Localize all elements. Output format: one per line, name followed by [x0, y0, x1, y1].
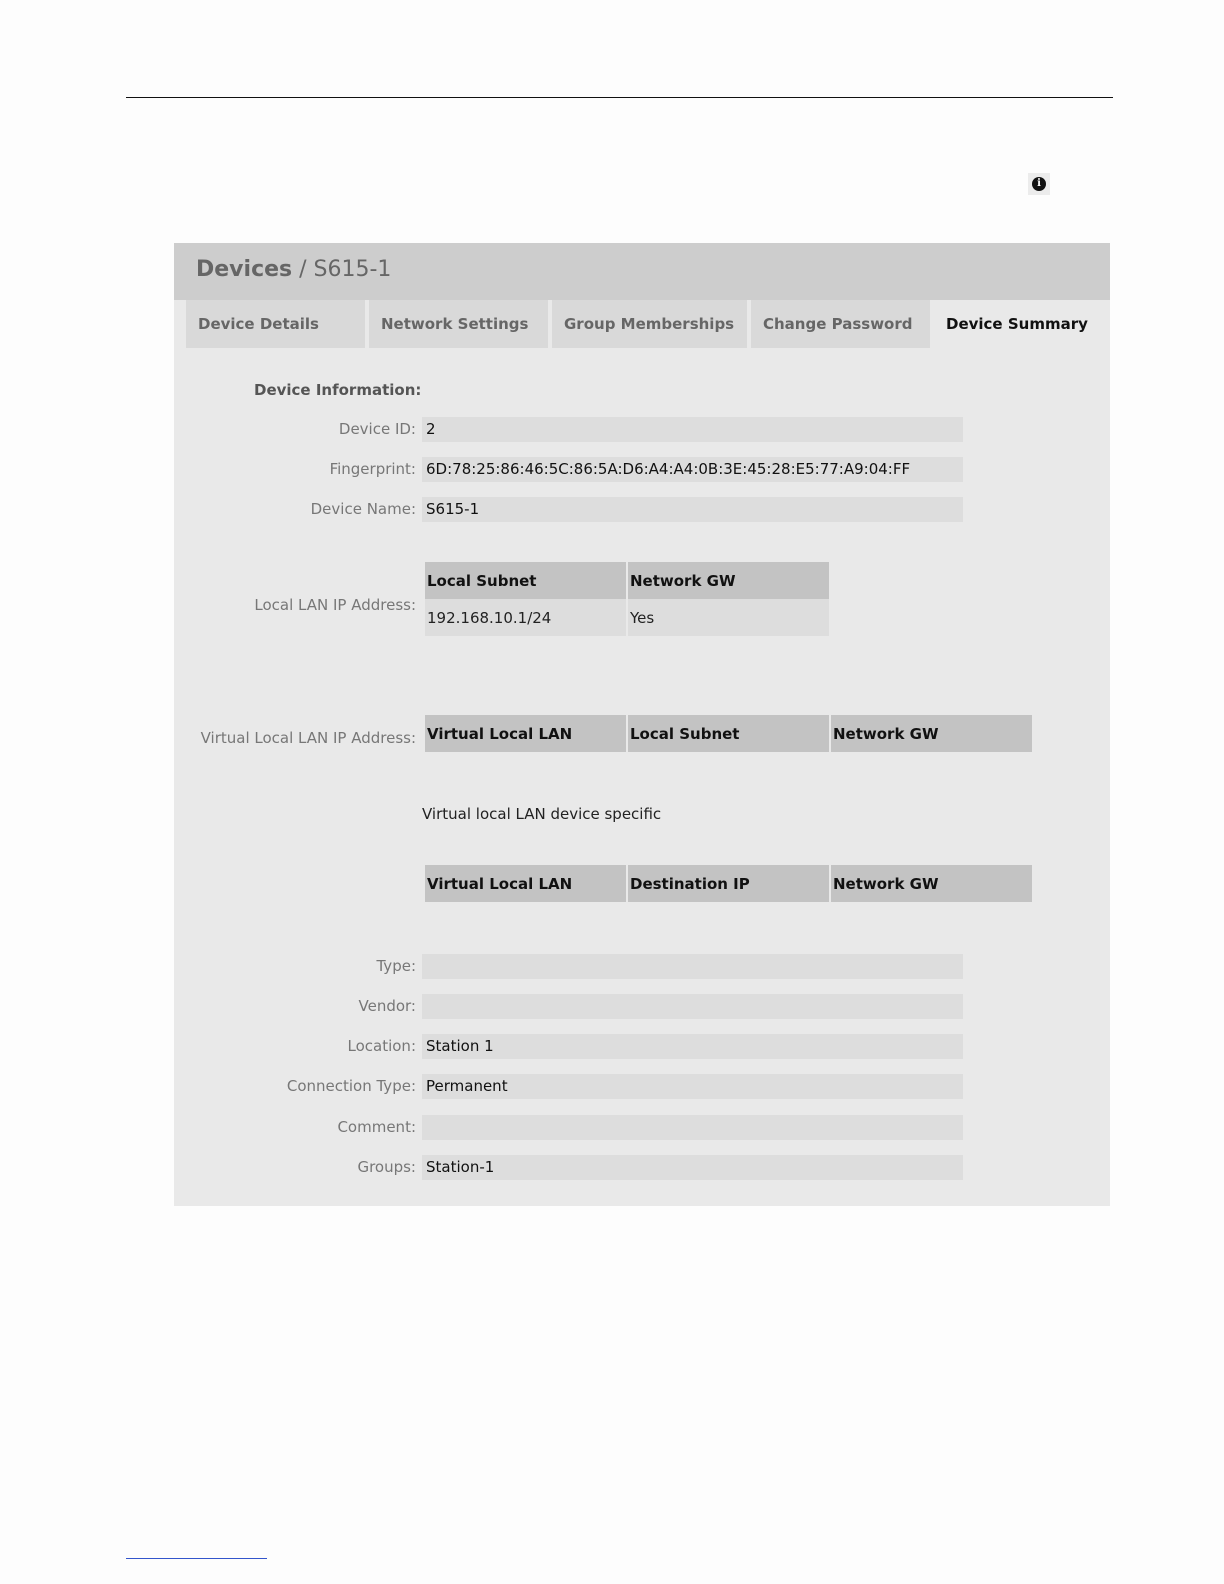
- virtual-lan-label: Virtual Local LAN IP Address:: [200, 729, 416, 747]
- tab-device-summary[interactable]: Device Summary: [934, 300, 1110, 348]
- device-panel: [174, 243, 1110, 1206]
- tab-change-password[interactable]: Change Password: [751, 300, 930, 348]
- virtual-lan-table: [423, 715, 1034, 752]
- device-information-heading: Device Information:: [254, 381, 422, 399]
- fingerprint-label: Fingerprint:: [329, 460, 416, 478]
- breadcrumb-devices[interactable]: Devices: [196, 257, 293, 282]
- column-header: Destination IP: [628, 865, 829, 902]
- device-id-label: Device ID:: [338, 420, 416, 438]
- fingerprint-field: 6D:78:25:86:46:5C:86:5A:D6:A4:A4:0B:3E:45:28:E5:77:A9:04:FF: [422, 457, 963, 482]
- tab-group-memberships[interactable]: Group Memberships: [552, 300, 747, 348]
- column-header: Network GW: [831, 715, 1032, 752]
- connection-type-label: Connection Type:: [286, 1077, 416, 1095]
- device-name-label: Device Name:: [310, 500, 416, 518]
- virtual-specific-note: Virtual local LAN device specific: [422, 805, 662, 823]
- info-icon[interactable]: [1028, 173, 1050, 195]
- groups-label: Groups:: [357, 1158, 416, 1176]
- breadcrumb-separator: /: [292, 257, 314, 282]
- table-cell: Yes: [628, 599, 829, 636]
- location-field: Station 1: [422, 1034, 963, 1059]
- table-cell: 192.168.10.1/24: [425, 599, 626, 636]
- column-header: Local Subnet: [425, 562, 626, 599]
- vendor-label: Vendor:: [358, 997, 416, 1015]
- virtual-specific-table: [423, 865, 1034, 902]
- column-header: Virtual Local LAN: [425, 865, 626, 902]
- footnote-rule: [126, 1558, 267, 1559]
- vendor-field: [422, 994, 963, 1019]
- tab-device-details[interactable]: Device Details: [186, 300, 365, 348]
- groups-field: Station-1: [422, 1155, 963, 1180]
- tab-network-settings[interactable]: Network Settings: [369, 300, 548, 348]
- info-glyph: i: [1032, 177, 1046, 191]
- device-id-field: 2: [422, 417, 963, 442]
- type-field: [422, 954, 963, 979]
- column-header: Virtual Local LAN: [425, 715, 626, 752]
- breadcrumb-device: S615-1: [313, 257, 392, 282]
- column-header: Local Subnet: [628, 715, 829, 752]
- column-header: Network GW: [628, 562, 829, 599]
- column-header: Network GW: [831, 865, 1032, 902]
- local-lan-table: [423, 562, 831, 636]
- table-header-row: [425, 562, 829, 599]
- comment-field: [422, 1115, 963, 1140]
- connection-type-field: Permanent: [422, 1074, 963, 1099]
- page-header-rule: [126, 97, 1113, 98]
- table-row: [425, 599, 829, 636]
- type-label: Type:: [376, 957, 416, 975]
- title-bar: [174, 243, 1110, 300]
- table-header-row: [425, 715, 1032, 752]
- location-label: Location:: [347, 1037, 416, 1055]
- device-name-field: S615-1: [422, 497, 963, 522]
- local-lan-label: Local LAN IP Address:: [254, 596, 416, 614]
- comment-label: Comment:: [337, 1118, 416, 1136]
- breadcrumb: [196, 257, 391, 282]
- table-header-row: [425, 865, 1032, 902]
